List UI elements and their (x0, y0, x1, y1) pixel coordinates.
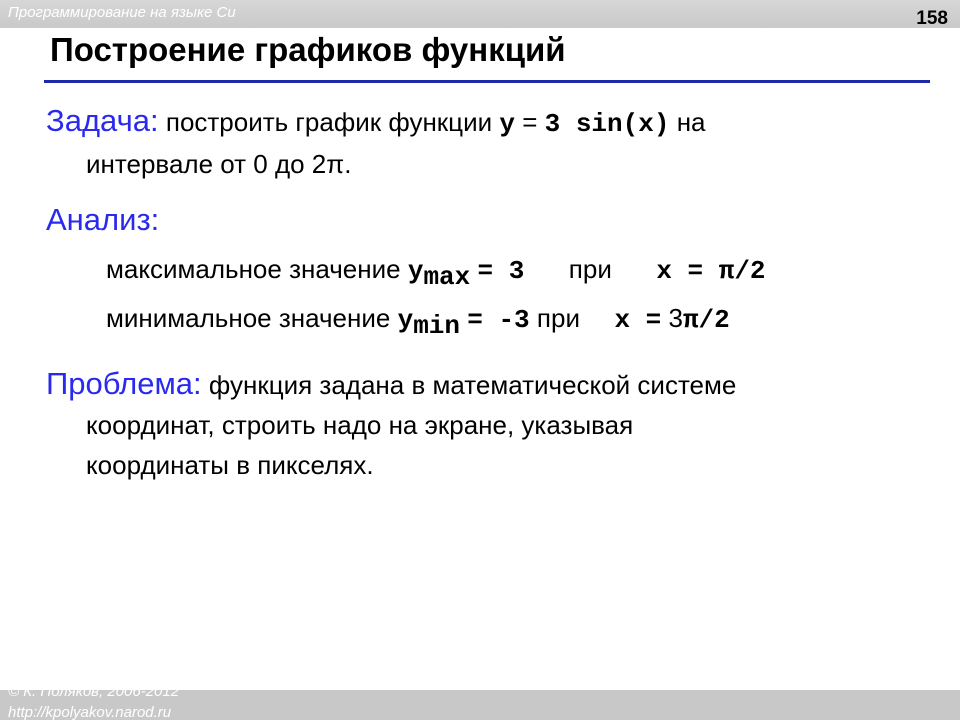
min-var: y (397, 305, 414, 335)
max-text: максимальное значение (106, 254, 401, 284)
task-formula-y: y (499, 109, 515, 139)
task-line-2: интервале от 0 до 2π. (86, 149, 352, 179)
course-title: Программирование на языке Си (8, 4, 236, 21)
problem-line-2: координат, строить надо на экране, указывая (86, 410, 634, 440)
max-sub: max (423, 262, 471, 292)
problem-line-1 (46, 364, 736, 405)
task-label: Задача: (46, 103, 159, 138)
task-formula-eq: = (522, 107, 538, 137)
task-formula-rhs: 3 sin(x) (544, 109, 670, 139)
analysis-min-row (106, 303, 730, 341)
analysis-max-row (106, 254, 766, 292)
problem-label: Проблема: (46, 366, 202, 401)
task-line-1 (46, 101, 706, 144)
problem-paragraph (46, 364, 736, 485)
analysis-label: Анализ: (46, 202, 160, 237)
task-paragraph (46, 101, 706, 184)
min-text: минимальное значение (106, 303, 391, 333)
max-var: y (407, 256, 424, 286)
title-divider (44, 80, 930, 83)
slide-title: Построение графиков функций (50, 31, 566, 68)
max-x: x = π/2 (656, 256, 766, 286)
task-text: построить график функции (165, 107, 493, 137)
min-x-suffix: π/2 (682, 305, 730, 335)
footer-copyright: © К. Поляков, 2006-2012 (8, 683, 180, 700)
page-number: 158 (916, 8, 948, 29)
max-value: = 3 (477, 256, 525, 286)
min-x-three: 3 (668, 303, 683, 333)
min-value: = -3 (467, 305, 530, 335)
problem-text-1: функция задана в математической системе (208, 370, 737, 400)
max-at: при (568, 254, 612, 284)
footer-url: http://kpolyakov.narod.ru (8, 704, 172, 721)
min-at: при (536, 303, 580, 333)
min-sub: min (413, 311, 461, 341)
problem-line-3: координаты в пикселях. (86, 450, 374, 480)
task-text-end: на (676, 107, 706, 137)
min-x-prefix: x = (614, 305, 662, 335)
